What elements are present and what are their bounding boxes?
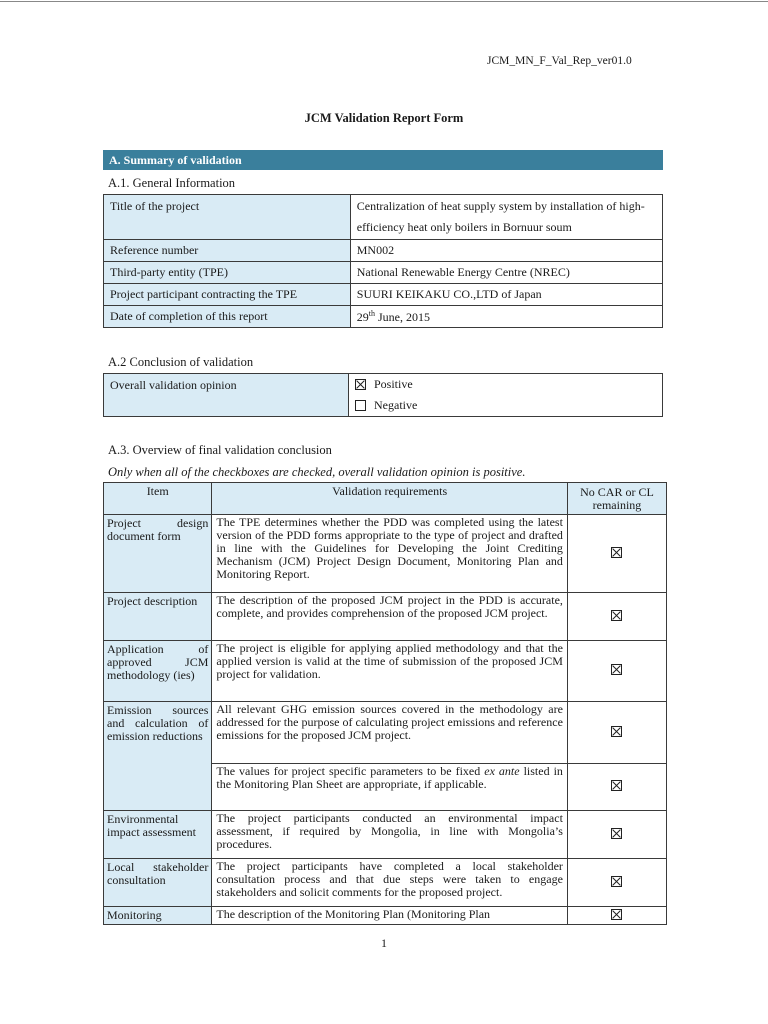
checked-checkbox-icon[interactable] [355, 379, 366, 390]
participant-value: SUURI KEIKAKU CO.,LTD of Japan [350, 284, 662, 306]
a1-heading: A.1. General Information [108, 176, 236, 190]
check-cell [567, 859, 666, 907]
check-cell [567, 593, 666, 641]
col-requirements-header: Validation requirements [212, 483, 568, 515]
item-cell: Application of approved JCM methodology (ies) [104, 641, 212, 702]
row-label: Reference number [104, 240, 351, 262]
item-cell: Emission sources and calculation of emission reductions [104, 702, 212, 811]
table-row [104, 515, 667, 593]
requirement-cell: The project participants have completed a local stakeholder consultation process and that due steps were taken to engage stakeholders and solicit comments for the proposed project. [212, 859, 568, 907]
item-cell: Project design document form [104, 515, 212, 593]
validation-overview-table [103, 482, 667, 925]
item-cell: Project description [104, 593, 212, 641]
requirement-cell: The description of the proposed JCM project in the PDD is accurate, complete, and provides comprehension of the proposed JCM project. [212, 593, 568, 641]
table-row [104, 262, 663, 284]
row-label: Title of the project [104, 195, 351, 240]
checked-checkbox-icon[interactable] [611, 726, 622, 737]
document-id: JCM_MN_F_Val_Rep_ver01.0 [487, 55, 632, 67]
page-top-border [0, 1, 768, 2]
table-row [104, 374, 663, 417]
opinion-options [349, 374, 663, 417]
item-cell: Monitoring [104, 907, 212, 925]
requirement-cell: The project participants conducted an environmental impact assessment, if required by Mongolia, in line with Mongolia’s procedures. [212, 811, 568, 859]
page-number: 1 [381, 936, 387, 950]
tpe-value: National Renewable Energy Centre (NREC) [350, 262, 662, 284]
col-no-car-header: No CAR or CL remaining [567, 483, 666, 515]
general-information-table [103, 194, 663, 328]
project-title-value: Centralization of heat supply system by installation of high-efficiency heat only boilers in Bornuur soum [350, 195, 662, 240]
date-day: 29 [356, 309, 369, 324]
section-a-header: A. Summary of validation [103, 150, 663, 170]
requirement-cell: The project is eligible for applying applied methodology and that the applied version is valid at the time of submission of the proposed JCM project for validation. [212, 641, 568, 702]
table-row [104, 702, 667, 764]
col-item-header: Item [104, 483, 212, 515]
row-label: Date of completion of this report [104, 306, 351, 328]
table-row [104, 306, 663, 328]
table-row [104, 859, 667, 907]
checked-checkbox-icon[interactable] [611, 610, 622, 621]
a3-note: Only when all of the checkboxes are checked, overall validation opinion is positive. [108, 465, 526, 479]
requirement-text: The values for project specific parameters to be fixed [216, 764, 485, 778]
option-label: Negative [374, 398, 418, 412]
table-header-row [104, 483, 667, 515]
page-title: JCM Validation Report Form [304, 111, 464, 125]
item-cell: Local stakeholder consultation [104, 859, 212, 907]
row-label: Project participant contracting the TPE [104, 284, 351, 306]
overall-opinion-label: Overall validation opinion [104, 374, 349, 417]
table-row [104, 284, 663, 306]
requirement-text: listed in the Monitoring Plan Sheet are appropriate, if applicable. [216, 764, 563, 791]
checked-checkbox-icon[interactable] [611, 876, 622, 887]
date-rest: June, 2015 [375, 309, 430, 324]
requirement-cell: The description of the Monitoring Plan (Monitoring Plan [212, 907, 568, 925]
table-row [104, 240, 663, 262]
table-row [104, 907, 667, 925]
completion-date-value [350, 306, 662, 328]
check-cell [567, 811, 666, 859]
checked-checkbox-icon[interactable] [611, 547, 622, 558]
checked-checkbox-icon[interactable] [611, 828, 622, 839]
table-row [104, 593, 667, 641]
requirement-cell [212, 764, 568, 811]
row-label: Third-party entity (TPE) [104, 262, 351, 284]
option-label: Positive [374, 377, 413, 391]
requirement-cell: All relevant GHG emission sources covered in the methodology are addressed for the purpose of calculating project emissions and reference emissions for the proposed JCM project. [212, 702, 568, 764]
requirement-emphasis: ex ante [484, 764, 520, 778]
a2-heading: A.2 Conclusion of validation [108, 355, 254, 369]
check-cell [567, 764, 666, 811]
check-cell [567, 641, 666, 702]
date-suffix: th [368, 308, 375, 318]
check-cell [567, 702, 666, 764]
checked-checkbox-icon[interactable] [611, 909, 622, 920]
reference-number-value: MN002 [350, 240, 662, 262]
table-row [104, 195, 663, 240]
item-cell: Environmental impact assessment [104, 811, 212, 859]
checked-checkbox-icon[interactable] [611, 780, 622, 791]
table-row [104, 641, 667, 702]
option-positive[interactable] [355, 374, 656, 395]
check-cell [567, 515, 666, 593]
option-negative[interactable] [355, 395, 656, 416]
table-row [104, 811, 667, 859]
a3-heading: A.3. Overview of final validation conclusion [108, 443, 332, 457]
conclusion-table [103, 373, 663, 417]
check-cell [567, 907, 666, 925]
checked-checkbox-icon[interactable] [611, 664, 622, 675]
empty-checkbox-icon[interactable] [355, 400, 366, 411]
requirement-cell: The TPE determines whether the PDD was completed using the latest version of the PDD forms appropriate to the type of project and drafted in line with the Guidelines for Developing the Joint Crediting Mechanism (JCM) Project Design Document, Monitoring Plan and Monitoring Report. [212, 515, 568, 593]
